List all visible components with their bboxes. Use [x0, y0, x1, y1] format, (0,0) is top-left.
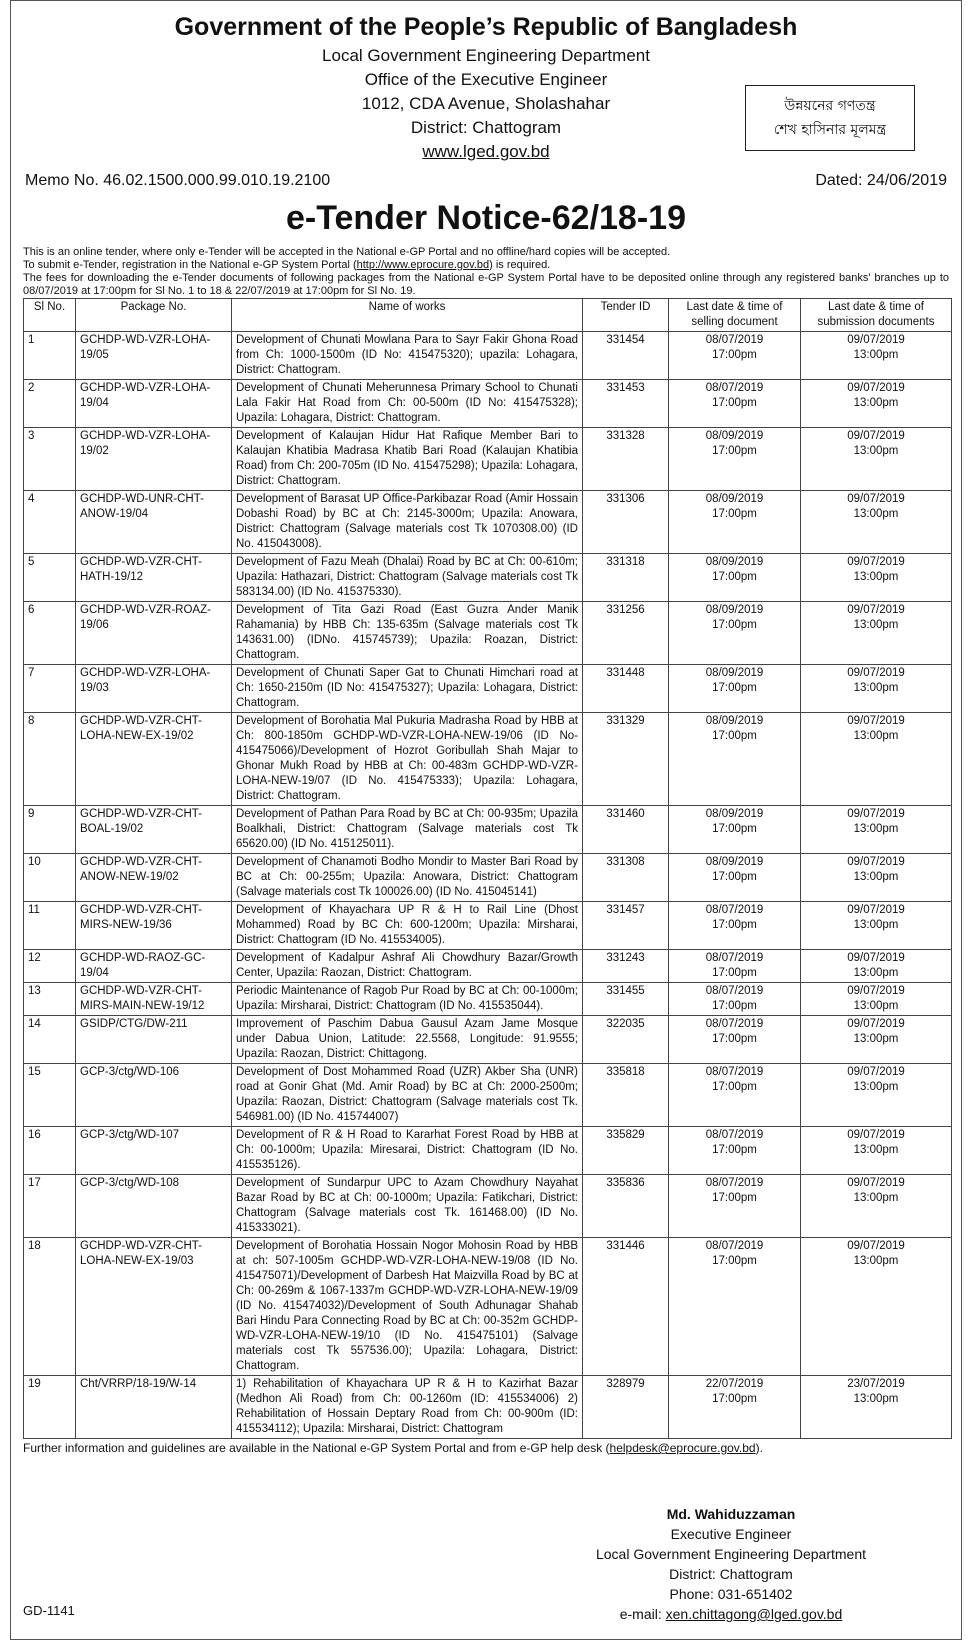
table-row [24, 1238, 952, 1376]
cell-submission: 09/07/2019 13:00pm [801, 950, 952, 983]
cell-submission: 09/07/2019 13:00pm [801, 983, 952, 1016]
cell-tender-id: 331455 [583, 983, 669, 1016]
cell-works: Development of Kalaujan Hidur Hat Rafique Member Bari to Kalaujan Khatibia Madrasa Khatib Bari Road (Kalaujan Khatibia Road) from Ch: 200-705m (ID No. 415475298); Upazila: Lohagara, District: Chattogram. [232, 428, 583, 491]
cell-submission: 09/07/2019 13:00pm [801, 554, 952, 602]
eprocure-link[interactable]: http://www.eprocure.gov.bd [356, 259, 490, 271]
cell-selling: 08/09/2019 17:00pm [669, 713, 801, 806]
header-tender-id: Tender ID [583, 299, 669, 332]
header-sl: Sl No. [24, 299, 76, 332]
table-row [24, 380, 952, 428]
cell-sl: 15 [24, 1064, 76, 1127]
cell-package: GCHDP-WD-UNR-CHT-ANOW-19/04 [76, 491, 232, 554]
header-package: Package No. [76, 299, 232, 332]
cell-submission: 09/07/2019 13:00pm [801, 665, 952, 713]
header-submission: Last date & time of submission documents [801, 299, 952, 332]
cell-sl: 4 [24, 491, 76, 554]
intro-line-1: This is an online tender, where only e-Tender will be accepted in the National e-GP Portal and no offline/hard copies will be accepted. [23, 246, 671, 258]
helpdesk-email-link[interactable]: helpdesk@eprocure.gov.bd [609, 1441, 756, 1455]
cell-works: Development of Chunati Meherunnesa Primary School to Chunati Lala Fakir Hat Road from Ch: 00-500m (ID No: 415475328); Upazila: Lohagara, District: Chattogram. [232, 380, 583, 428]
cell-tender-id: 328979 [583, 1376, 669, 1439]
cell-sl: 11 [24, 902, 76, 950]
cell-tender-id: 331448 [583, 665, 669, 713]
cell-tender-id: 331243 [583, 950, 669, 983]
cell-tender-id: 322035 [583, 1016, 669, 1064]
table-row [24, 1064, 952, 1127]
cell-submission: 09/07/2019 13:00pm [801, 713, 952, 806]
cell-tender-id: 331329 [583, 713, 669, 806]
cell-package: GCP-3/ctg/WD-107 [76, 1127, 232, 1175]
slogan-line-1: উন্নয়নের গণতন্ত্র [784, 98, 876, 114]
cell-submission: 09/07/2019 13:00pm [801, 854, 952, 902]
cell-sl: 3 [24, 428, 76, 491]
cell-package: GSIDP/CTG/DW-211 [76, 1016, 232, 1064]
cell-package: GCHDP-WD-VZR-LOHA-19/05 [76, 332, 232, 380]
cell-package: GCHDP-WD-VZR-CHT-LOHA-NEW-EX-19/03 [76, 1238, 232, 1376]
cell-works: 1) Rehabilitation of Khayachara UP R & H to Kazirhat Bazar (Medhon Ali Road) from Ch: 00-1260m (ID: 415534006) 2) Rehabilitation of Hossain Deptary Road from Ch: 00-900m (ID: 415534112); Upazila: Mirsharai, District: Chattogram [232, 1376, 583, 1439]
table-row [24, 950, 952, 983]
table-row [24, 854, 952, 902]
memo-date: Dated: 24/06/2019 [815, 172, 947, 189]
cell-works: Improvement of Paschim Dabua Gausul Azam Jame Mosque under Dabua Union, Latitude: 22.5568, Longitude: 91.9555; Upazila: Raozan, District: Chittagong. [232, 1016, 583, 1064]
table-row [24, 1175, 952, 1238]
tender-notice-page [10, 0, 962, 1640]
cell-package: GCHDP-WD-VZR-LOHA-19/03 [76, 665, 232, 713]
cell-package: GCHDP-WD-VZR-CHT-MIRS-MAIN-NEW-19/12 [76, 983, 232, 1016]
cell-works: Development of Khayachara UP R & H to Rail Line (Dhost Mohammed) Road by BC Ch: 600-1200m; Upazila: Mirsharai, District: Chattogram (ID No. 415534005). [232, 902, 583, 950]
tender-table [23, 298, 952, 1439]
table-row [24, 428, 952, 491]
cell-selling: 08/07/2019 17:00pm [669, 332, 801, 380]
cell-works: Periodic Maintenance of Ragob Pur Road by BC at Ch: 00-1000m; Upazila: Mirsharai, District: Chattogram (ID No. 415535044). [232, 983, 583, 1016]
cell-selling: 22/07/2019 17:00pm [669, 1376, 801, 1439]
cell-sl: 18 [24, 1238, 76, 1376]
table-row [24, 713, 952, 806]
cell-sl: 17 [24, 1175, 76, 1238]
cell-works: Development of Kadalpur Ashraf Ali Chowdhury Bazar/Growth Center, Upazila: Raozan, District: Chattogram. [232, 950, 583, 983]
signatory-designation: Executive Engineer [670, 1526, 792, 1542]
government-title: Government of the People’s Republic of Bangladesh [174, 13, 798, 41]
office-district: District: Chattogram [410, 118, 562, 137]
cell-sl: 2 [24, 380, 76, 428]
cell-tender-id: 331308 [583, 854, 669, 902]
cell-selling: 08/07/2019 17:00pm [669, 1175, 801, 1238]
gd-number: GD-1141 [23, 1603, 75, 1618]
cell-submission: 23/07/2019 13:00pm [801, 1376, 952, 1439]
tender-table-body [24, 332, 952, 1439]
cell-tender-id: 335829 [583, 1127, 669, 1175]
table-row [24, 983, 952, 1016]
table-row [24, 1016, 952, 1064]
cell-package: GCHDP-WD-RAOZ-GC-19/04 [76, 950, 232, 983]
cell-selling: 08/07/2019 17:00pm [669, 1238, 801, 1376]
table-row [24, 902, 952, 950]
cell-submission: 09/07/2019 13:00pm [801, 602, 952, 665]
cell-sl: 5 [24, 554, 76, 602]
cell-selling: 08/09/2019 17:00pm [669, 806, 801, 854]
cell-works: Development of Fazu Meah (Dhalai) Road by BC at Ch: 00-610m; Upazila: Hathazari, District: Chattogram (Salvage materials cost Tk 583134.00) (ID No. 415375330). [232, 554, 583, 602]
cell-works: Development of Borohatia Mal Pukuria Madrasha Road by HBB at Ch: 800-1850m GCHDP-WD-VZR-LOHA-NEW-19/06 (ID No-415475066)/Development of Hozrot Goribullah Shah Majar to Ghonar Mukh Road by HBB at Ch: 00-483m GCHDP-WD-VZR-LOHA-NEW-19/07 (ID No. 415475333); Upazila: Lohagara, District: Chattogram. [232, 713, 583, 806]
table-header-row [24, 299, 952, 332]
cell-submission: 09/07/2019 13:00pm [801, 491, 952, 554]
signature-block [571, 1504, 891, 1624]
cell-package: GCHDP-WD-VZR-ROAZ-19/06 [76, 602, 232, 665]
cell-submission: 09/07/2019 13:00pm [801, 1127, 952, 1175]
table-row [24, 1376, 952, 1439]
signatory-phone: Phone: 031-651402 [669, 1586, 793, 1602]
cell-works: Development of Barasat UP Office-Parkibazar Road (Amir Hossain Dobashi Road) by BC at Ch: 2145-3000m; Upazila: Anowara, District: Chattogram (Salvage materials cost Tk 1070308.00) (ID No. 415043008). [232, 491, 583, 554]
cell-sl: 19 [24, 1376, 76, 1439]
footer-note: Further information and guidelines are available in the National e-GP System Portal and from e-GP help desk (helpdesk@eprocure.gov.bd). [23, 1441, 763, 1455]
cell-works: Development of Borohatia Hossain Nogor Mohosin Road by HBB at ch: 507-1005m GCHDP-WD-VZR-LOHA-NEW-19/08 (ID No. 415475071)/Development of Darbesh Hat Maizvilla Road by BC at Ch: 00-269m & 1067-1337m GCHDP-WD-VZR-LOHA-NEW-19/09 (ID No. 415474032)/Development of South Adhunagar Shahab Bari Hindu Para Connecting Road by BC at Ch: 00-352m GCHDP-WD-VZR-LOHA-NEW-19/10 (ID No. 415475101) (Salvage materials cost Tk 557536.00); Upazila: Lohagara, District: Chattogram. [232, 1238, 583, 1376]
cell-submission: 09/07/2019 13:00pm [801, 380, 952, 428]
cell-package: GCHDP-WD-VZR-CHT-MIRS-NEW-19/36 [76, 902, 232, 950]
cell-sl: 6 [24, 602, 76, 665]
cell-selling: 08/07/2019 17:00pm [669, 1064, 801, 1127]
cell-package: GCHDP-WD-VZR-LOHA-19/04 [76, 380, 232, 428]
cell-submission: 09/07/2019 13:00pm [801, 332, 952, 380]
cell-tender-id: 331454 [583, 332, 669, 380]
cell-tender-id: 331328 [583, 428, 669, 491]
website-link[interactable]: www.lged.gov.bd [422, 142, 550, 161]
cell-works: Development of Tita Gazi Road (East Guzra Ander Manik Rahamania) by HBB Ch: 135-635m (Salvage materials cost Tk 143631.00) (IDNo. 415745739); Upazila: Roazan, District: Chattogram. [232, 602, 583, 665]
cell-package: GCHDP-WD-VZR-CHT-LOHA-NEW-EX-19/02 [76, 713, 232, 806]
cell-works: Development of Sundarpur UPC to Azam Chowdhury Nayahat Bazar Road by BC at Ch: 00-1000m; Upazila: Fatikchari, District: Chattogram (Salvage materials cost Tk. 161468.00) (ID No. 415333021). [232, 1175, 583, 1238]
signatory-district: District: Chattogram [669, 1566, 793, 1582]
cell-selling: 08/07/2019 17:00pm [669, 983, 801, 1016]
cell-submission: 09/07/2019 13:00pm [801, 1064, 952, 1127]
cell-tender-id: 331256 [583, 602, 669, 665]
table-row [24, 806, 952, 854]
header-works: Name of works [232, 299, 583, 332]
cell-selling: 08/07/2019 17:00pm [669, 1016, 801, 1064]
cell-tender-id: 335818 [583, 1064, 669, 1127]
notice-title: e-Tender Notice-62/18-19 [286, 199, 686, 237]
cell-tender-id: 335836 [583, 1175, 669, 1238]
signatory-name: Md. Wahiduzzaman [666, 1506, 796, 1522]
header-selling: Last date & time of selling document [669, 299, 801, 332]
slogan-box [745, 85, 915, 151]
cell-package: GCP-3/ctg/WD-106 [76, 1064, 232, 1127]
cell-selling: 08/09/2019 17:00pm [669, 554, 801, 602]
cell-sl: 12 [24, 950, 76, 983]
cell-works: Development of Pathan Para Road by BC at Ch: 00-935m; Upazila Boalkhali, District: Chattogram (Salvage materials cost Tk 65620.00) (ID No. 415125011). [232, 806, 583, 854]
cell-sl: 13 [24, 983, 76, 1016]
cell-selling: 08/09/2019 17:00pm [669, 491, 801, 554]
cell-package: GCHDP-WD-VZR-CHT-BOAL-19/02 [76, 806, 232, 854]
cell-works: Development of R & H Road to Kararhat Forest Road by HBB at Ch: 00-1000m; Upazila: Miresarai, District: Chattogram (ID No. 415535126). [232, 1127, 583, 1175]
intro-line-2: To submit e-Tender, registration in the National e-GP System Portal (http://www.eprocure.gov.bd) is required. [23, 259, 551, 271]
table-row [24, 554, 952, 602]
cell-sl: 16 [24, 1127, 76, 1175]
cell-works: Development of Chunati Saper Gat to Chunati Himchari road at Ch: 1650-2150m (ID No: 415475327); Upazila: Lohagara, District: Chattogram. [232, 665, 583, 713]
cell-submission: 09/07/2019 13:00pm [801, 1238, 952, 1376]
department-name: Local Government Engineering Department [322, 46, 650, 65]
cell-selling: 08/09/2019 17:00pm [669, 428, 801, 491]
table-row [24, 665, 952, 713]
cell-submission: 09/07/2019 13:00pm [801, 1175, 952, 1238]
memo-row [25, 172, 947, 194]
cell-selling: 08/07/2019 17:00pm [669, 902, 801, 950]
table-row [24, 1127, 952, 1175]
cell-sl: 1 [24, 332, 76, 380]
memo-number: Memo No. 46.02.1500.000.99.010.19.2100 [25, 172, 331, 189]
cell-selling: 08/07/2019 17:00pm [669, 380, 801, 428]
cell-package: GCHDP-WD-VZR-LOHA-19/02 [76, 428, 232, 491]
table-row [24, 602, 952, 665]
cell-selling: 08/09/2019 17:00pm [669, 854, 801, 902]
cell-works: Development of Dost Mohammed Road (UZR) Akber Sha (UNR) road at Gonir Ghat (Md. Amir Road) by BC at Ch: 2000-2500m; Upazila: Raozan, District: Chattogram (Salvage materials cost Tk. 546981.00) (ID No. 415744007) [232, 1064, 583, 1127]
table-row [24, 491, 952, 554]
office-name: Office of the Executive Engineer [364, 70, 608, 89]
intro-line-3: The fees for downloading the e-Tender documents of following packages from the National e-GP System Portal have to be deposited online through any registered banks' branches up to 08/07/2019 at 17:00pm for Sl No. 1 to 18 & 22/07/2019 at 17:00pm for Sl No. 19. [23, 272, 949, 297]
cell-package: GCHDP-WD-VZR-CHT-HATH-19/12 [76, 554, 232, 602]
cell-tender-id: 331457 [583, 902, 669, 950]
cell-submission: 09/07/2019 13:00pm [801, 902, 952, 950]
cell-sl: 8 [24, 713, 76, 806]
intro-text [23, 246, 949, 298]
cell-selling: 08/07/2019 17:00pm [669, 1127, 801, 1175]
cell-submission: 09/07/2019 13:00pm [801, 428, 952, 491]
cell-works: Development of Chanamoti Bodho Mondir to Master Bari Road by BC at Ch: 00-255m; Upazila: Anowara, District: Chattogram (Salvage materials cost Tk 100026.00) (ID No. 415045141) [232, 854, 583, 902]
signatory-email-line: e-mail: xen.chittagong@lged.gov.bd [619, 1606, 843, 1622]
cell-selling: 08/07/2019 17:00pm [669, 950, 801, 983]
signatory-email-link[interactable]: xen.chittagong@lged.gov.bd [665, 1606, 843, 1622]
cell-selling: 08/09/2019 17:00pm [669, 602, 801, 665]
cell-tender-id: 331306 [583, 491, 669, 554]
slogan-line-2: শেখ হাসিনার মূলমন্ত্র [773, 122, 887, 138]
cell-tender-id: 331446 [583, 1238, 669, 1376]
cell-submission: 09/07/2019 13:00pm [801, 1016, 952, 1064]
table-row [24, 332, 952, 380]
cell-tender-id: 331318 [583, 554, 669, 602]
cell-sl: 7 [24, 665, 76, 713]
cell-sl: 10 [24, 854, 76, 902]
cell-submission: 09/07/2019 13:00pm [801, 806, 952, 854]
cell-package: GCHDP-WD-VZR-CHT-ANOW-NEW-19/02 [76, 854, 232, 902]
office-address: 1012, CDA Avenue, Sholashahar [361, 94, 611, 113]
cell-package: Cht/VRRP/18-19/W-14 [76, 1376, 232, 1439]
cell-package: GCP-3/ctg/WD-108 [76, 1175, 232, 1238]
cell-sl: 9 [24, 806, 76, 854]
cell-tender-id: 331460 [583, 806, 669, 854]
cell-tender-id: 331453 [583, 380, 669, 428]
signatory-department: Local Government Engineering Department [595, 1546, 867, 1562]
cell-selling: 08/09/2019 17:00pm [669, 665, 801, 713]
cell-sl: 14 [24, 1016, 76, 1064]
cell-works: Development of Chunati Mowlana Para to Sayr Fakir Ghona Road from Ch: 1000-1500m (ID No: 415475320); upazila: Lohagara, District: Chattogram. [232, 332, 583, 380]
